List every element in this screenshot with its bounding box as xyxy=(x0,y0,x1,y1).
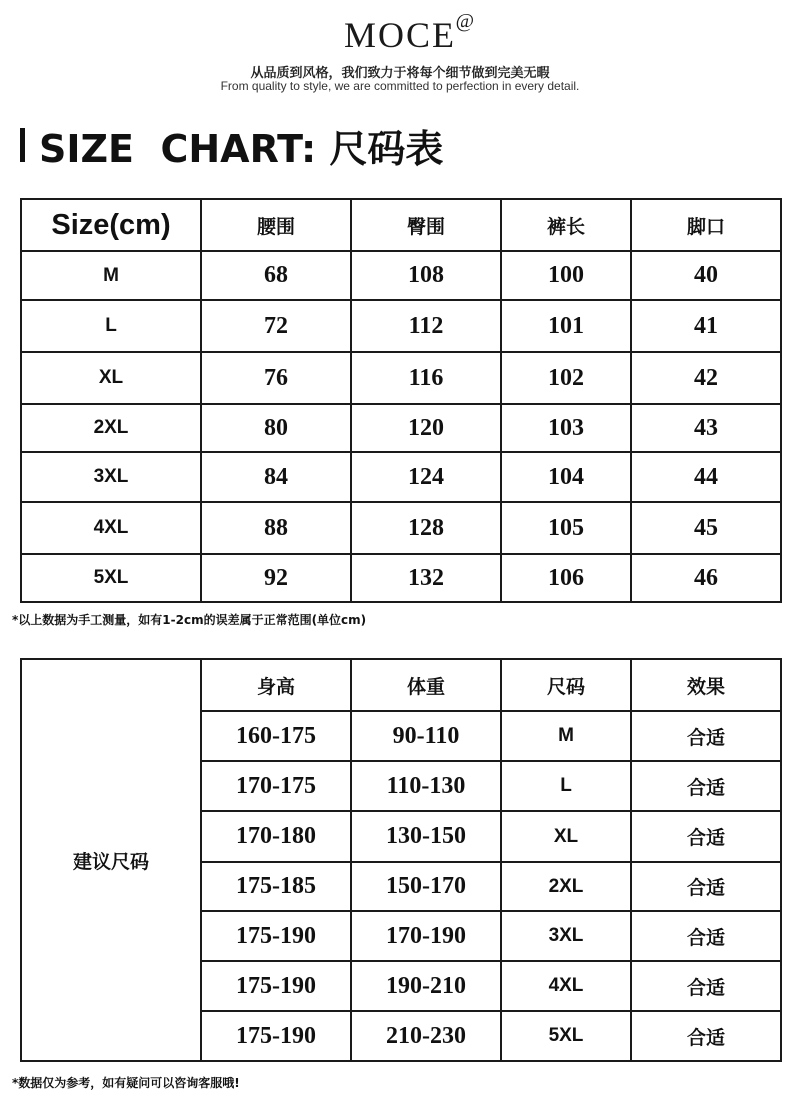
size-label: M xyxy=(21,251,201,300)
length-value: 101 xyxy=(501,300,631,352)
table-row xyxy=(21,502,781,554)
fit-status: 合适 xyxy=(631,911,781,961)
size-label: L xyxy=(21,300,201,352)
header-hip: 臀围 xyxy=(351,199,501,251)
fit-status: 合适 xyxy=(631,862,781,911)
height-range: 170-180 xyxy=(201,811,351,862)
header-effect: 效果 xyxy=(631,659,781,711)
size-label: XL xyxy=(501,811,631,862)
fit-status: 合适 xyxy=(631,711,781,761)
waist-value: 84 xyxy=(201,452,351,502)
title-accent-bar xyxy=(20,128,25,162)
leg-opening-value: 42 xyxy=(631,352,781,404)
leg-opening-value: 45 xyxy=(631,502,781,554)
hip-value: 116 xyxy=(351,352,501,404)
waist-value: 72 xyxy=(201,300,351,352)
measurement-note: *以上数据为手工测量，如有1-2cm的误差属于正常范围(单位cm) xyxy=(12,613,367,627)
leg-opening-value: 44 xyxy=(631,452,781,502)
height-range: 175-190 xyxy=(201,911,351,961)
waist-value: 76 xyxy=(201,352,351,404)
waist-value: 88 xyxy=(201,502,351,554)
slogan-chinese: 从品质到风格，我们致力于将每个细节做到完美无暇 xyxy=(250,66,550,81)
fit-status: 合适 xyxy=(631,1011,781,1061)
waist-value: 80 xyxy=(201,404,351,452)
length-value: 102 xyxy=(501,352,631,404)
size-label: 4XL xyxy=(501,961,631,1011)
section-title xyxy=(20,120,443,170)
leg-opening-value: 40 xyxy=(631,251,781,300)
brand-name: MOCE xyxy=(343,15,456,55)
size-label: 3XL xyxy=(21,452,201,502)
leg-opening-value: 41 xyxy=(631,300,781,352)
weight-range: 130-150 xyxy=(351,811,501,862)
size-label: 2XL xyxy=(21,404,201,452)
height-range: 175-190 xyxy=(201,1011,351,1061)
hip-value: 120 xyxy=(351,404,501,452)
weight-range: 190-210 xyxy=(351,961,501,1011)
table-row xyxy=(21,352,781,404)
size-label: M xyxy=(501,711,631,761)
table-header-row xyxy=(21,659,781,711)
fit-status: 合适 xyxy=(631,961,781,1011)
hip-value: 128 xyxy=(351,502,501,554)
brand-logo xyxy=(343,10,476,56)
size-label: 3XL xyxy=(501,911,631,961)
table-row xyxy=(21,554,781,602)
leg-opening-value: 46 xyxy=(631,554,781,602)
length-value: 103 xyxy=(501,404,631,452)
weight-range: 150-170 xyxy=(351,862,501,911)
recommend-side-label: 建议尺码 xyxy=(21,659,201,1061)
length-value: 106 xyxy=(501,554,631,602)
section-title-text: SIZE CHART: 尺码表 xyxy=(39,126,444,171)
height-range: 175-185 xyxy=(201,862,351,911)
table-header-row xyxy=(21,199,781,251)
size-label: L xyxy=(501,761,631,811)
brand-header xyxy=(0,10,800,56)
size-label: XL xyxy=(21,352,201,404)
size-label: 2XL xyxy=(501,862,631,911)
header-height: 身高 xyxy=(201,659,351,711)
size-chart-table xyxy=(20,198,782,603)
length-value: 100 xyxy=(501,251,631,300)
weight-range: 210-230 xyxy=(351,1011,501,1061)
height-range: 175-190 xyxy=(201,961,351,1011)
recommended-size-table xyxy=(20,658,782,1062)
waist-value: 92 xyxy=(201,554,351,602)
hip-value: 108 xyxy=(351,251,501,300)
length-value: 105 xyxy=(501,502,631,554)
size-label: 4XL xyxy=(21,502,201,554)
header-size: 尺码 xyxy=(501,659,631,711)
weight-range: 110-130 xyxy=(351,761,501,811)
hip-value: 112 xyxy=(351,300,501,352)
header-waist: 腰围 xyxy=(201,199,351,251)
header-leg-opening: 脚口 xyxy=(631,199,781,251)
size-label: 5XL xyxy=(21,554,201,602)
header-weight: 体重 xyxy=(351,659,501,711)
table-row xyxy=(21,300,781,352)
fit-status: 合适 xyxy=(631,761,781,811)
slogan-english: From quality to style, we are committed to perfection in every detail. xyxy=(220,79,580,93)
header-size: Size(cm) xyxy=(21,199,201,251)
height-range: 170-175 xyxy=(201,761,351,811)
table-row xyxy=(21,404,781,452)
leg-opening-value: 43 xyxy=(631,404,781,452)
hip-value: 132 xyxy=(351,554,501,602)
size-label: 5XL xyxy=(501,1011,631,1061)
length-value: 104 xyxy=(501,452,631,502)
table-row xyxy=(21,251,781,300)
table-row xyxy=(21,452,781,502)
weight-range: 170-190 xyxy=(351,911,501,961)
fit-status: 合适 xyxy=(631,811,781,862)
waist-value: 68 xyxy=(201,251,351,300)
reference-note: *数据仅为参考，如有疑问可以咨询客服哦! xyxy=(12,1076,240,1090)
hip-value: 124 xyxy=(351,452,501,502)
height-range: 160-175 xyxy=(201,711,351,761)
weight-range: 90-110 xyxy=(351,711,501,761)
header-length: 裤长 xyxy=(501,199,631,251)
brand-mark: @ xyxy=(455,10,476,32)
